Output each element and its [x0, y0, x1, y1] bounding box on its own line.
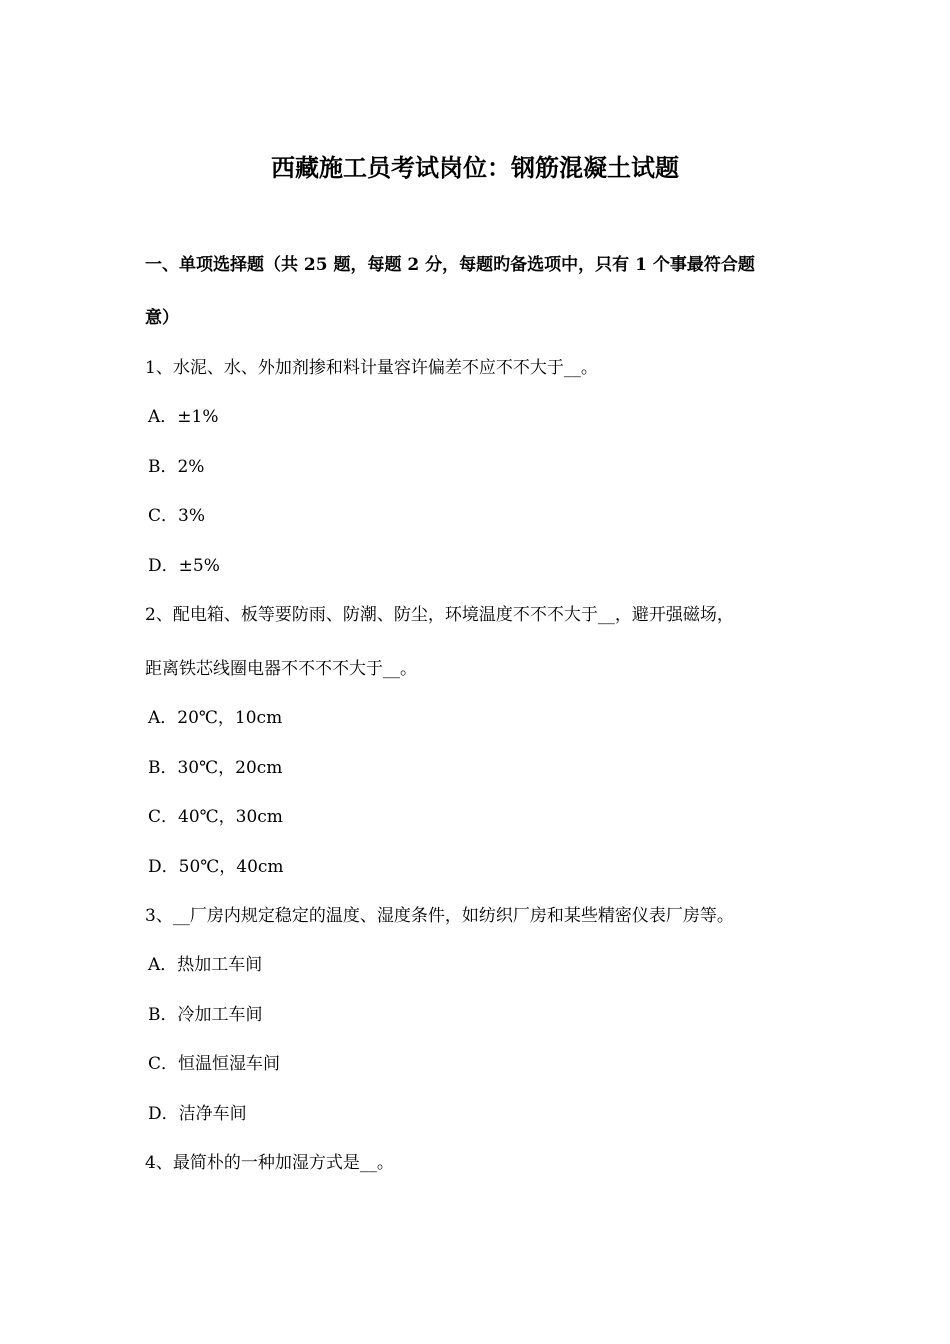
question-1-option-a: A．±1% — [148, 407, 219, 427]
question-1-option-d: D．±5% — [148, 556, 220, 576]
section-heading-line-2: 意） — [145, 308, 179, 328]
question-2-stem-line-2: 距离铁芯线圈电器不不不不大于__。 — [145, 659, 417, 679]
question-1-option-b: B．2% — [148, 457, 205, 477]
question-3-option-a: A．热加工车间 — [148, 955, 263, 975]
question-3-option-b: B．冷加工车间 — [148, 1005, 263, 1025]
question-2-stem-line-1: 2、配电箱、板等要防雨、防潮、防尘，环境温度不不不大于__，避开强磁场， — [145, 605, 734, 625]
question-2-option-c: C．40℃，30cm — [148, 807, 283, 827]
question-2-option-b: B．30℃，20cm — [148, 758, 283, 778]
question-1-option-c: C．3% — [148, 506, 205, 526]
document-title: 西藏施工员考试岗位：钢筋混凝土试题 — [271, 153, 679, 182]
question-1-stem: 1、水泥、水、外加剂掺和料计量容许偏差不应不不大于__。 — [145, 358, 598, 378]
question-2-option-d: D．50℃，40cm — [148, 857, 284, 877]
question-3-option-c: C．恒温恒湿车间 — [148, 1054, 281, 1074]
question-3-stem: 3、__厂房内规定稳定的温度、湿度条件，如纺织厂房和某些精密仪表厂房等。 — [145, 906, 734, 926]
section-heading-line-1: 一、单项选择题（共 25 题，每题 2 分，每题旳备选项中，只有 1 个事最符合题 — [145, 255, 755, 275]
question-3-option-d: D．洁净车间 — [148, 1104, 247, 1124]
question-2-option-a: A．20℃，10cm — [148, 708, 283, 728]
question-4-stem: 4、最简朴的一种加湿方式是__。 — [145, 1153, 394, 1173]
